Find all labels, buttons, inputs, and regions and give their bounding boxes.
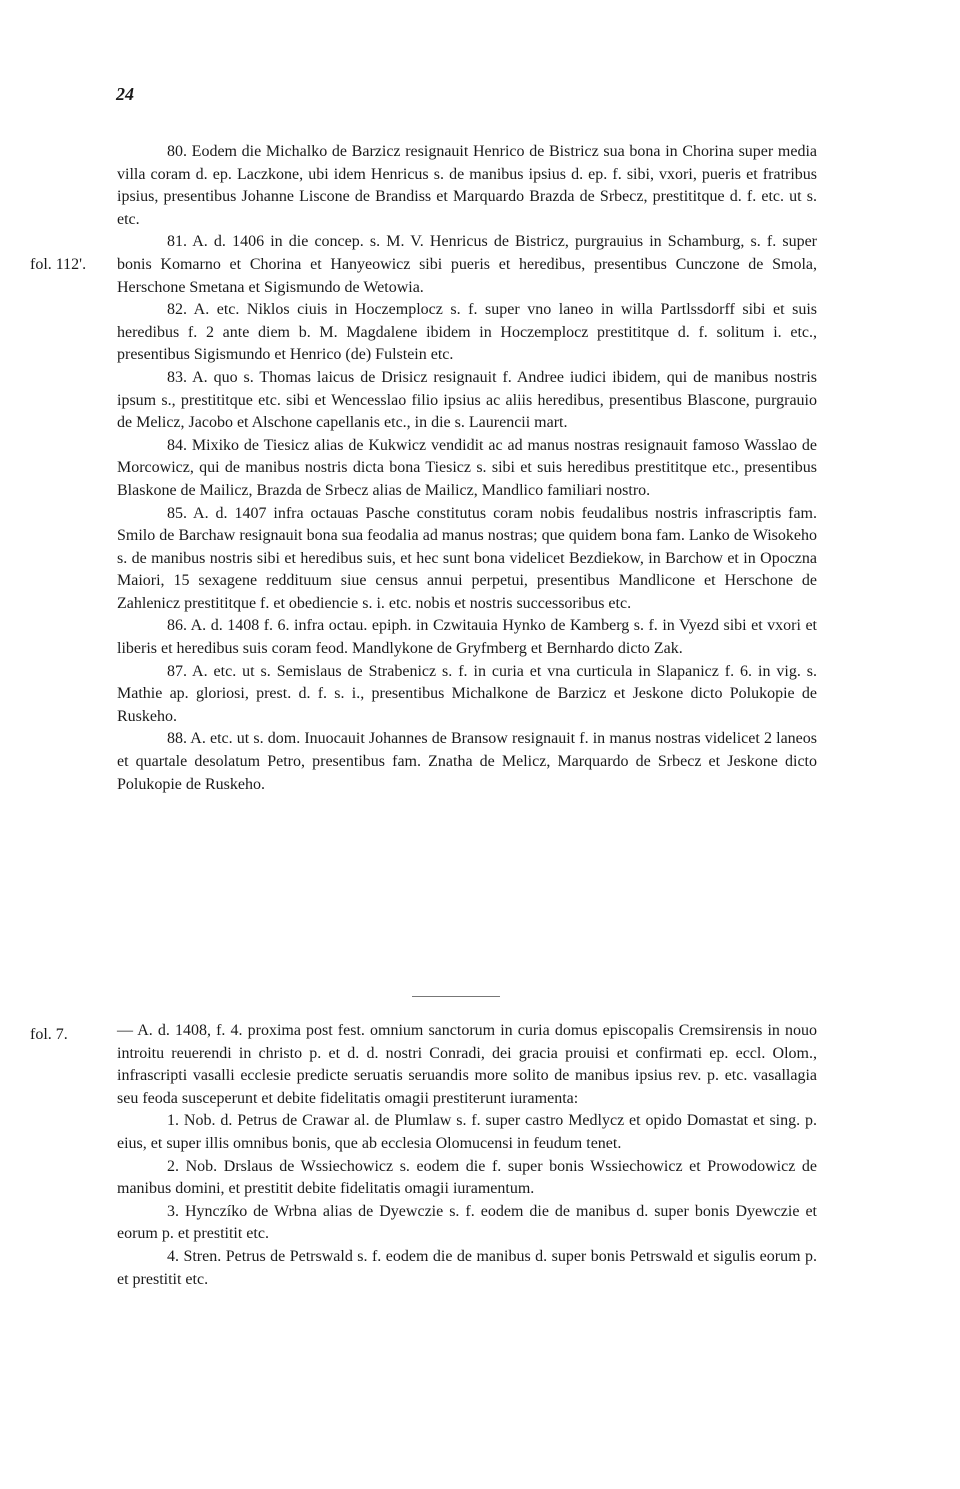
section-one (117, 141, 817, 796)
list-item-3: 3. Hynczíko de Wrbna alias de Dyewczie s. f. eodem die de manibus d. super bonis Dyewczie et eorum p. et prestitit etc. (117, 1202, 817, 1243)
margin-note-folio-7: fol. 7. (30, 1026, 68, 1043)
list-item-4: 4. Stren. Petrus de Petrswald s. f. eodem die de manibus d. super bonis Petrswald et sigulis eorum p. et prestitit etc. (117, 1247, 817, 1288)
page-number: 24 (116, 84, 134, 104)
list-item-1: 1. Nob. d. Petrus de Crawar al. de Plumlaw s. f. super castro Medlycz et opido Domastat et sing. p. eius, et super illis omnibus bonis, que ab ecclesia Olomucensi in feudum tenet. (117, 1112, 817, 1152)
entry-82: 82. A. etc. Niklos ciuis in Hoczemplocz s. f. super vno laneo in willa Partlssdorff sibi et suis heredibus f. 2 ante diem b. M. Magdalene ibidem in Hoczemplocz prestititque d. f. solitum i. etc., presentibus Sigismundo et Henrico (de) Fulstein etc. (117, 301, 817, 364)
entry-84: 84. Mixiko de Tiesicz alias de Kukwicz vendidit ac ad manus nostras resignauit famoso Wasslao de Morcowicz, qui de manibus nostris dicta bona Tiesicz s. sibi et suis heredibus prestititque etc., presentibus Blaskone de Mailicz, Brazda de Srbecz alias de Mailicz, Mandlico familiari nostro. (117, 436, 817, 499)
list-item-2: 2. Nob. Drslaus de Wssiechowicz s. eodem die f. super bonis Wssiechowicz et Prowodowicz de manibus domini, et prestitit debite fidelitatis omagii iuramentum. (117, 1157, 817, 1198)
entry-83: 83. A. quo s. Thomas laicus de Drisicz resignauit f. Andree iudici ibidem, qui de manibus nostris ipsum s., prestititque etc. sibi et Wencesslao filio ipsius ac aliis heredibus, presentibus Blascone, purgrauio de Melicz, Jacobo et Alschone capellanis etc., in die s. Laurencii mart. (117, 368, 817, 432)
entry-86: 86. A. d. 1408 f. 6. infra octau. epiph. in Czwitauia Hynko de Kamberg s. f. in Vyezd sibi et vxori et liberis et heredibus suis coram feod. Mandlykone de Gryfmberg et Bernhardo dicto Zak. (117, 617, 817, 658)
entry-80: 80. Eodem die Michalko de Barzicz resignauit Henrico de Bistricz sua bona in Chorina super media villa coram d. ep. Laczkone, ubi idem Henricus s. de manibus ipsius d. ep. f. sibi, vxori, pueris et fratribus ipsius, presentibus Johanne Liscone de Brandiss et Marquardo Brazda de Srbecz, prestititque d. f. etc. ut s. etc. (117, 143, 817, 228)
entry-81: 81. A. d. 1406 in die concep. s. M. V. Henricus de Bistricz, purgrauius in Schamburg, s. f. super bonis Komarno et Chorina et Hanyeowicz sibi pueris et heredibus, presentibus Cunczone de Smola, Herschone Smetana et Sigismundo de Wetowia. (117, 233, 817, 296)
section-two (117, 1020, 817, 1291)
entry-85: 85. A. d. 1407 infra octauas Pasche constitutus coram nobis feudalibus nostris infrascriptis fam. Smilo de Barchaw resignauit bona sua feodalia ad manus nostras; que quidem bona fam. Lanko de Wisokeho s. de manibus nostris sibi et heredibus suis, et hec sunt bona videlicet Bezdiekow, in Barchow et in Opoczna Maiori, 15 sexagene reddituum siue census annui perpetui, presentibus Mandlicone et Herschone de Zahlenicz prestititque f. et obediencie s. i. etc. nobis et nostris successoribus etc. (117, 504, 817, 612)
margin-note-folio-112: fol. 112'. (30, 256, 87, 273)
entry-87: 87. A. etc. ut s. Semislaus de Strabenicz s. f. in curia et vna curticula in Slapanicz f. 6. in vig. s. Mathie ap. gloriosi, prest. d. f. s. i., presentibus Michalkone de Barzicz et Jeskone dicto Polukopie de Ruskeho. (117, 662, 817, 725)
section-two-intro: — A. d. 1408, f. 4. proxima post fest. omnium sanctorum in curia domus episcopalis Cremsirensis in nouo introitu reuerendi in christo p. et d. d. nostri Conradi, dei gracia prouisi et confirmati ep. eccl. Olom., infrascripti vasalli ecclesie predicte seruatis seruandis more solito de manibus ipsius rev. p. etc. vasallagia seu feoda susceperunt et debite fidelitatis omagii prestiterunt iuramenta: (117, 1022, 817, 1107)
entry-88: 88. A. etc. ut s. dom. Inuocauit Johannes de Bransow resignauit f. in manus nostras videlicet 2 laneos et quartale desolatum Petro, presentibus fam. Znatha de Melicz, Marquardo de Srbecz et Jeskone dicto Polukopie de Ruskeho. (117, 730, 817, 793)
section-divider (412, 996, 500, 997)
